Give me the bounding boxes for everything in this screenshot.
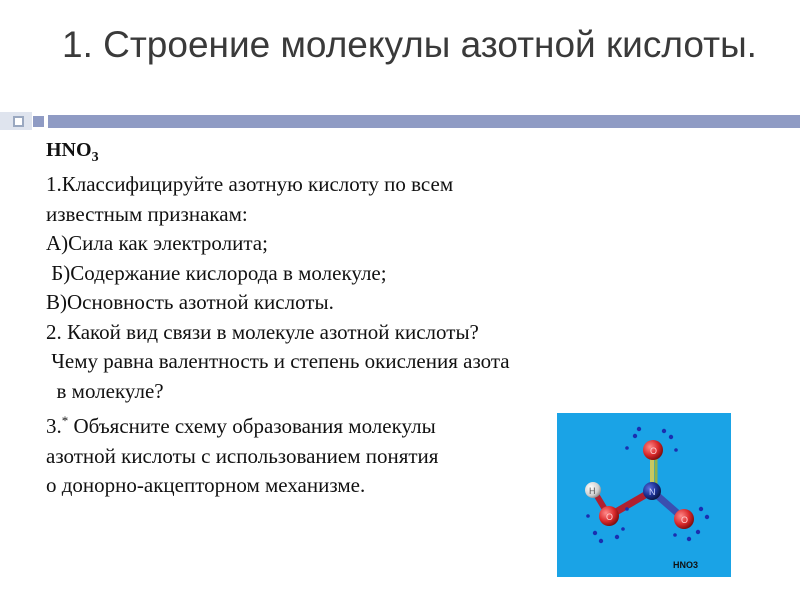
question-3-mark: * [61,413,69,428]
text-line: А)Сила как электролита; [46,231,268,255]
molecule-image [557,413,731,577]
divider-square-outline [13,116,24,127]
svg-text:N: N [649,487,656,497]
divider-square-filled [33,116,44,127]
atom-nitrogen [643,482,661,500]
divider-bar [48,115,800,128]
atom-oxygen-left [599,506,619,526]
text-line: 1.Классифицируйте азотную кислоту по всем [46,172,454,196]
atom-hydrogen [585,482,601,498]
text-line: в молекуле? [46,378,164,403]
question-3 [46,406,510,442]
atom-oxygen-right [674,509,694,529]
svg-text:O: O [681,515,689,525]
question-3-number: 3. [46,414,62,438]
svg-text:O: O [606,512,614,522]
question-3-text: Объясните схему образования молекулы [68,414,436,438]
atom-oxygen-top [643,440,663,460]
formula-main: HNO [46,139,92,161]
title-divider [0,112,800,130]
molecule-caption: HNO3 [673,560,699,570]
slide-body [46,138,510,501]
text-line: 2. Какой вид связи в молекуле азотной кислоты? [46,319,479,344]
text-line: Чему равна валентность и степень окисления азота [46,349,510,373]
text-line: Б)Содержание кислорода в молекуле; [46,260,387,285]
molecule-model [557,413,731,577]
text-line: о донорно-акцепторном механизме. [46,473,366,497]
text-line: известным признакам: [46,201,248,226]
text-line: азотной кислоты с использованием понятия [46,443,439,468]
formula-subscript: 3 [91,150,99,165]
formula-heading [46,138,510,170]
slide-title: 1. Строение молекулы азотной кислоты. [62,24,757,65]
text-line: В)Основность азотной кислоты. [46,290,334,314]
svg-text:O: O [650,446,658,456]
svg-text:H: H [589,486,596,496]
